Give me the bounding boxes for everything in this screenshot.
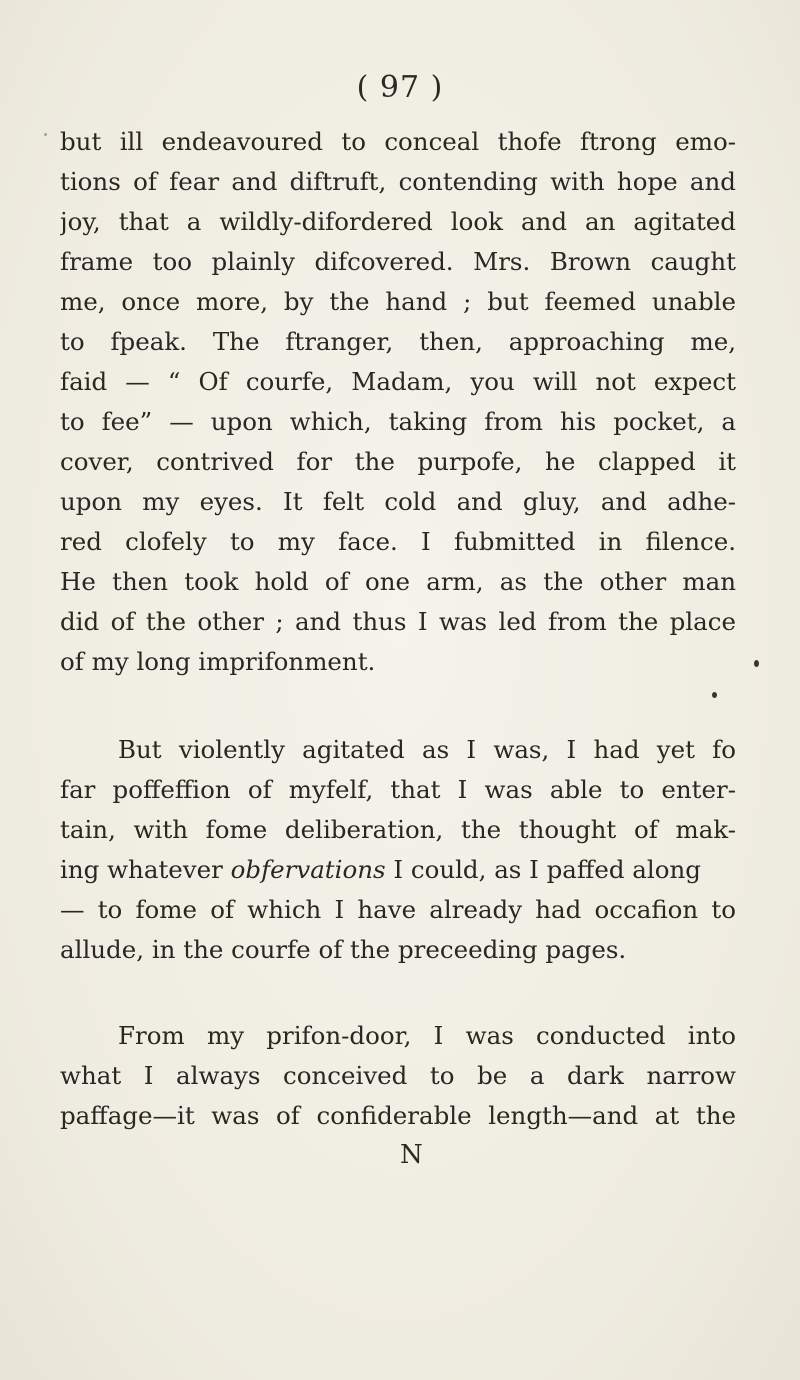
page-number: ( 97 ) [356, 70, 444, 105]
text-segment: I could, as I paffed along [385, 855, 701, 884]
ink-speck [754, 660, 759, 667]
text-line: allude, in the courfe of the preceeding pages. [60, 935, 627, 964]
text-line: upon my eyes. It felt cold and gluy, and adhe- [60, 487, 736, 516]
text-line: far poffeffion of myfelf, that I was able to enter- [60, 775, 736, 804]
text-line: to fpeak. The ftranger, then, approaching me, [60, 327, 736, 356]
text-line: tions of fear and diftruft, contending with hope and [60, 167, 736, 196]
signature-mark: N [400, 1140, 423, 1170]
text-line: But violently agitated as I was, I had yet fo [118, 735, 736, 764]
text-line: red clofely to my face. I fubmitted in filence. [60, 527, 736, 556]
ink-speck [44, 133, 47, 136]
text-line: — to fome of which I have already had occafion to [60, 895, 736, 924]
text-line: but ill endeavoured to conceal thofe ftrong emo- [60, 127, 736, 156]
text-line: paffage—it was of confiderable length—and at the [60, 1101, 736, 1130]
text-line [60, 850, 736, 890]
text-line: me, once more, by the hand ; but feemed unable [60, 287, 736, 316]
text-line: cover, contrived for the purpofe, he clapped it [60, 447, 736, 476]
text-line: From my prifon-door, I was conducted into [118, 1021, 736, 1050]
text-line: faid — “ Of courfe, Madam, you will not expect [60, 367, 736, 396]
ink-speck [712, 692, 717, 698]
text-line: what I always conceived to be a dark narrow [60, 1061, 736, 1090]
text-line: frame too plainly difcovered. Mrs. Brown caught [60, 247, 736, 276]
text-line: tain, with fome deliberation, the thought of mak- [60, 815, 736, 844]
text-line: did of the other ; and thus I was led from the place [60, 607, 736, 636]
text-line: joy, that a wildly-difordered look and an agitated [60, 207, 736, 236]
text-line: to fee” — upon which, taking from his pocket, a [60, 407, 736, 436]
text-segment: ing whatever [60, 855, 231, 884]
text-line: of my long imprifonment. [60, 647, 376, 676]
text-line: He then took hold of one arm, as the other man [60, 567, 736, 596]
italic-word: obfervations [230, 855, 386, 884]
